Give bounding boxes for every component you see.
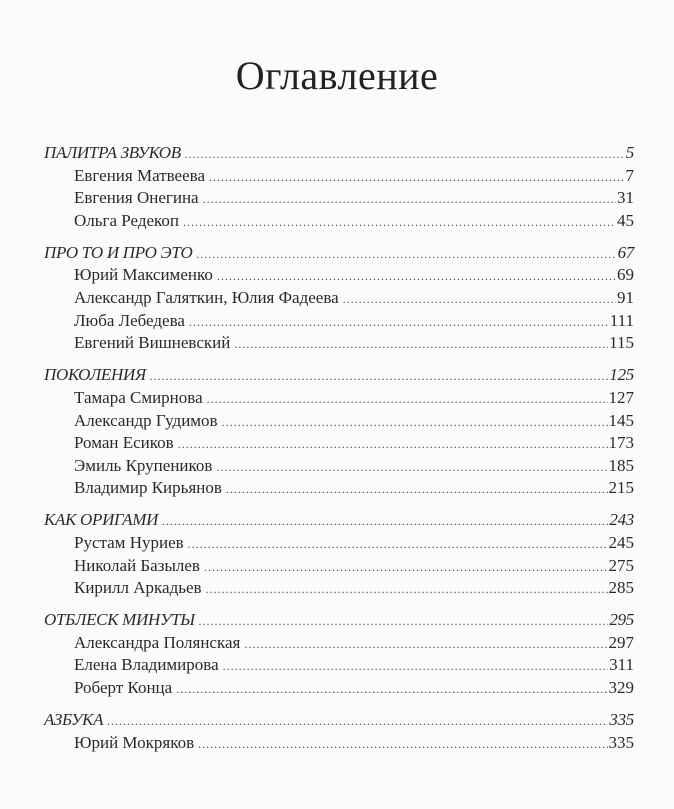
toc-section-heading[interactable] bbox=[44, 509, 634, 532]
entry-author: Александра Полянская bbox=[74, 632, 241, 652]
section-heading: ПРО ТО И ПРО ЭТО bbox=[44, 242, 193, 262]
entry-author: Роман Есиков bbox=[74, 433, 174, 453]
toc-section-heading[interactable] bbox=[44, 142, 634, 165]
toc-entry[interactable] bbox=[44, 732, 634, 755]
toc-section bbox=[44, 242, 634, 355]
dot-leader bbox=[206, 578, 608, 601]
page-number: 185 bbox=[608, 455, 634, 475]
entry-author: Эмиль Крупеников bbox=[74, 455, 213, 475]
entry-author: Евгения Матвеева bbox=[74, 165, 205, 185]
toc-entry[interactable] bbox=[44, 677, 634, 700]
entry-author: Люба Лебедева bbox=[74, 310, 185, 330]
entry-author: Евгения Онегина bbox=[74, 188, 199, 208]
dot-leader bbox=[226, 478, 608, 501]
page-number: 91 bbox=[617, 288, 634, 308]
section-heading: ПАЛИТРА ЗВУКОВ bbox=[44, 143, 181, 162]
toc-entry[interactable] bbox=[44, 632, 634, 655]
toc-entry[interactable] bbox=[44, 287, 634, 310]
page-number: 115 bbox=[609, 333, 634, 353]
dot-leader bbox=[189, 311, 609, 334]
toc-section bbox=[44, 142, 634, 232]
dot-leader bbox=[198, 733, 607, 756]
entry-author: Рустам Нуриев bbox=[74, 533, 184, 552]
section-heading: АЗБУКА bbox=[44, 710, 104, 730]
section-heading: ПОКОЛЕНИЯ bbox=[44, 365, 146, 385]
toc-entry[interactable] bbox=[44, 455, 634, 478]
toc-section bbox=[44, 364, 634, 500]
dot-leader bbox=[234, 333, 608, 356]
toc-entry[interactable] bbox=[44, 332, 634, 355]
page-number: 297 bbox=[608, 632, 634, 652]
toc-entry[interactable] bbox=[44, 165, 634, 188]
entry-author: Александр Галяткин, Юлия Фадеева bbox=[74, 288, 339, 308]
dot-leader bbox=[176, 678, 607, 701]
page-title: Оглавление bbox=[235, 53, 439, 98]
toc-section-heading[interactable] bbox=[44, 242, 634, 265]
toc-entry[interactable] bbox=[44, 555, 634, 578]
toc-entry[interactable] bbox=[44, 477, 634, 500]
toc-entry[interactable] bbox=[44, 577, 634, 600]
toc-section-heading[interactable] bbox=[44, 364, 634, 387]
page-number: 111 bbox=[609, 310, 634, 330]
dot-leader bbox=[204, 556, 608, 579]
toc-entry[interactable] bbox=[44, 410, 634, 433]
dot-leader bbox=[216, 456, 607, 479]
toc-entry[interactable] bbox=[44, 310, 634, 333]
dot-leader bbox=[185, 143, 625, 166]
toc-section bbox=[44, 609, 634, 699]
dot-leader bbox=[223, 655, 609, 678]
toc-entry[interactable] bbox=[44, 387, 634, 410]
dot-leader bbox=[343, 288, 616, 311]
toc-entry[interactable] bbox=[44, 432, 634, 455]
entry-author: Юрий Максименко bbox=[74, 265, 213, 285]
page-number: 127 bbox=[608, 387, 634, 407]
dot-leader bbox=[222, 411, 608, 434]
page-number: 243 bbox=[609, 510, 634, 530]
toc-entry[interactable] bbox=[44, 264, 634, 287]
toc-entry[interactable] bbox=[44, 187, 634, 210]
page-number: 311 bbox=[609, 655, 634, 675]
page-number: 275 bbox=[608, 555, 634, 575]
toc-section-heading[interactable] bbox=[44, 709, 634, 732]
entry-author: Кирилл Аркадьев bbox=[74, 578, 202, 598]
dot-leader bbox=[217, 265, 616, 288]
dot-leader bbox=[197, 243, 617, 266]
entry-author: Елена Владимирова bbox=[74, 655, 219, 675]
toc-section bbox=[44, 509, 634, 599]
page-number: 335 bbox=[609, 710, 634, 730]
page-number: 45 bbox=[617, 210, 634, 230]
entry-author: Александр Гудимов bbox=[74, 410, 218, 430]
dot-leader bbox=[207, 388, 608, 411]
dot-leader bbox=[244, 633, 607, 656]
page-number: 285 bbox=[608, 578, 634, 598]
entry-author: Юрий Мокряков bbox=[74, 732, 195, 752]
toc-section bbox=[44, 709, 634, 754]
toc-entry[interactable] bbox=[44, 532, 634, 555]
entry-author: Тамара Смирнова bbox=[74, 387, 203, 407]
dot-leader bbox=[150, 365, 609, 388]
table-of-contents bbox=[44, 142, 634, 764]
dot-leader bbox=[188, 533, 608, 556]
entry-author: Ольга Редекоп bbox=[74, 210, 180, 230]
page-number: 329 bbox=[608, 678, 634, 698]
page-number: 245 bbox=[608, 533, 634, 552]
toc-section-heading[interactable] bbox=[44, 609, 634, 632]
toc-entry[interactable] bbox=[44, 210, 634, 233]
page-number: 7 bbox=[625, 165, 634, 185]
page-number: 215 bbox=[608, 478, 634, 498]
section-heading: КАК ОРИГАМИ bbox=[44, 510, 159, 530]
dot-leader bbox=[162, 510, 608, 533]
page-number: 5 bbox=[625, 143, 634, 162]
page-number: 31 bbox=[617, 188, 634, 208]
entry-author: Роберт Конца bbox=[74, 678, 173, 698]
dot-leader bbox=[199, 610, 609, 633]
page-number: 145 bbox=[608, 410, 634, 430]
dot-leader bbox=[178, 433, 608, 456]
page-number: 173 bbox=[608, 433, 634, 453]
page-number: 69 bbox=[617, 265, 634, 285]
dot-leader bbox=[203, 188, 616, 211]
entry-author: Николай Базылев bbox=[74, 555, 200, 575]
page-number: 295 bbox=[609, 610, 634, 630]
page-number: 125 bbox=[609, 365, 634, 385]
dot-leader bbox=[107, 710, 608, 733]
page-number: 67 bbox=[617, 242, 634, 262]
section-heading: ОТБЛЕСК МИНУТЫ bbox=[44, 610, 195, 630]
toc-entry[interactable] bbox=[44, 654, 634, 677]
entry-author: Евгений Вишневский bbox=[74, 333, 231, 353]
dot-leader bbox=[183, 211, 616, 234]
entry-author: Владимир Кирьянов bbox=[74, 478, 222, 498]
page-number: 335 bbox=[608, 732, 634, 752]
dot-leader bbox=[209, 166, 625, 189]
